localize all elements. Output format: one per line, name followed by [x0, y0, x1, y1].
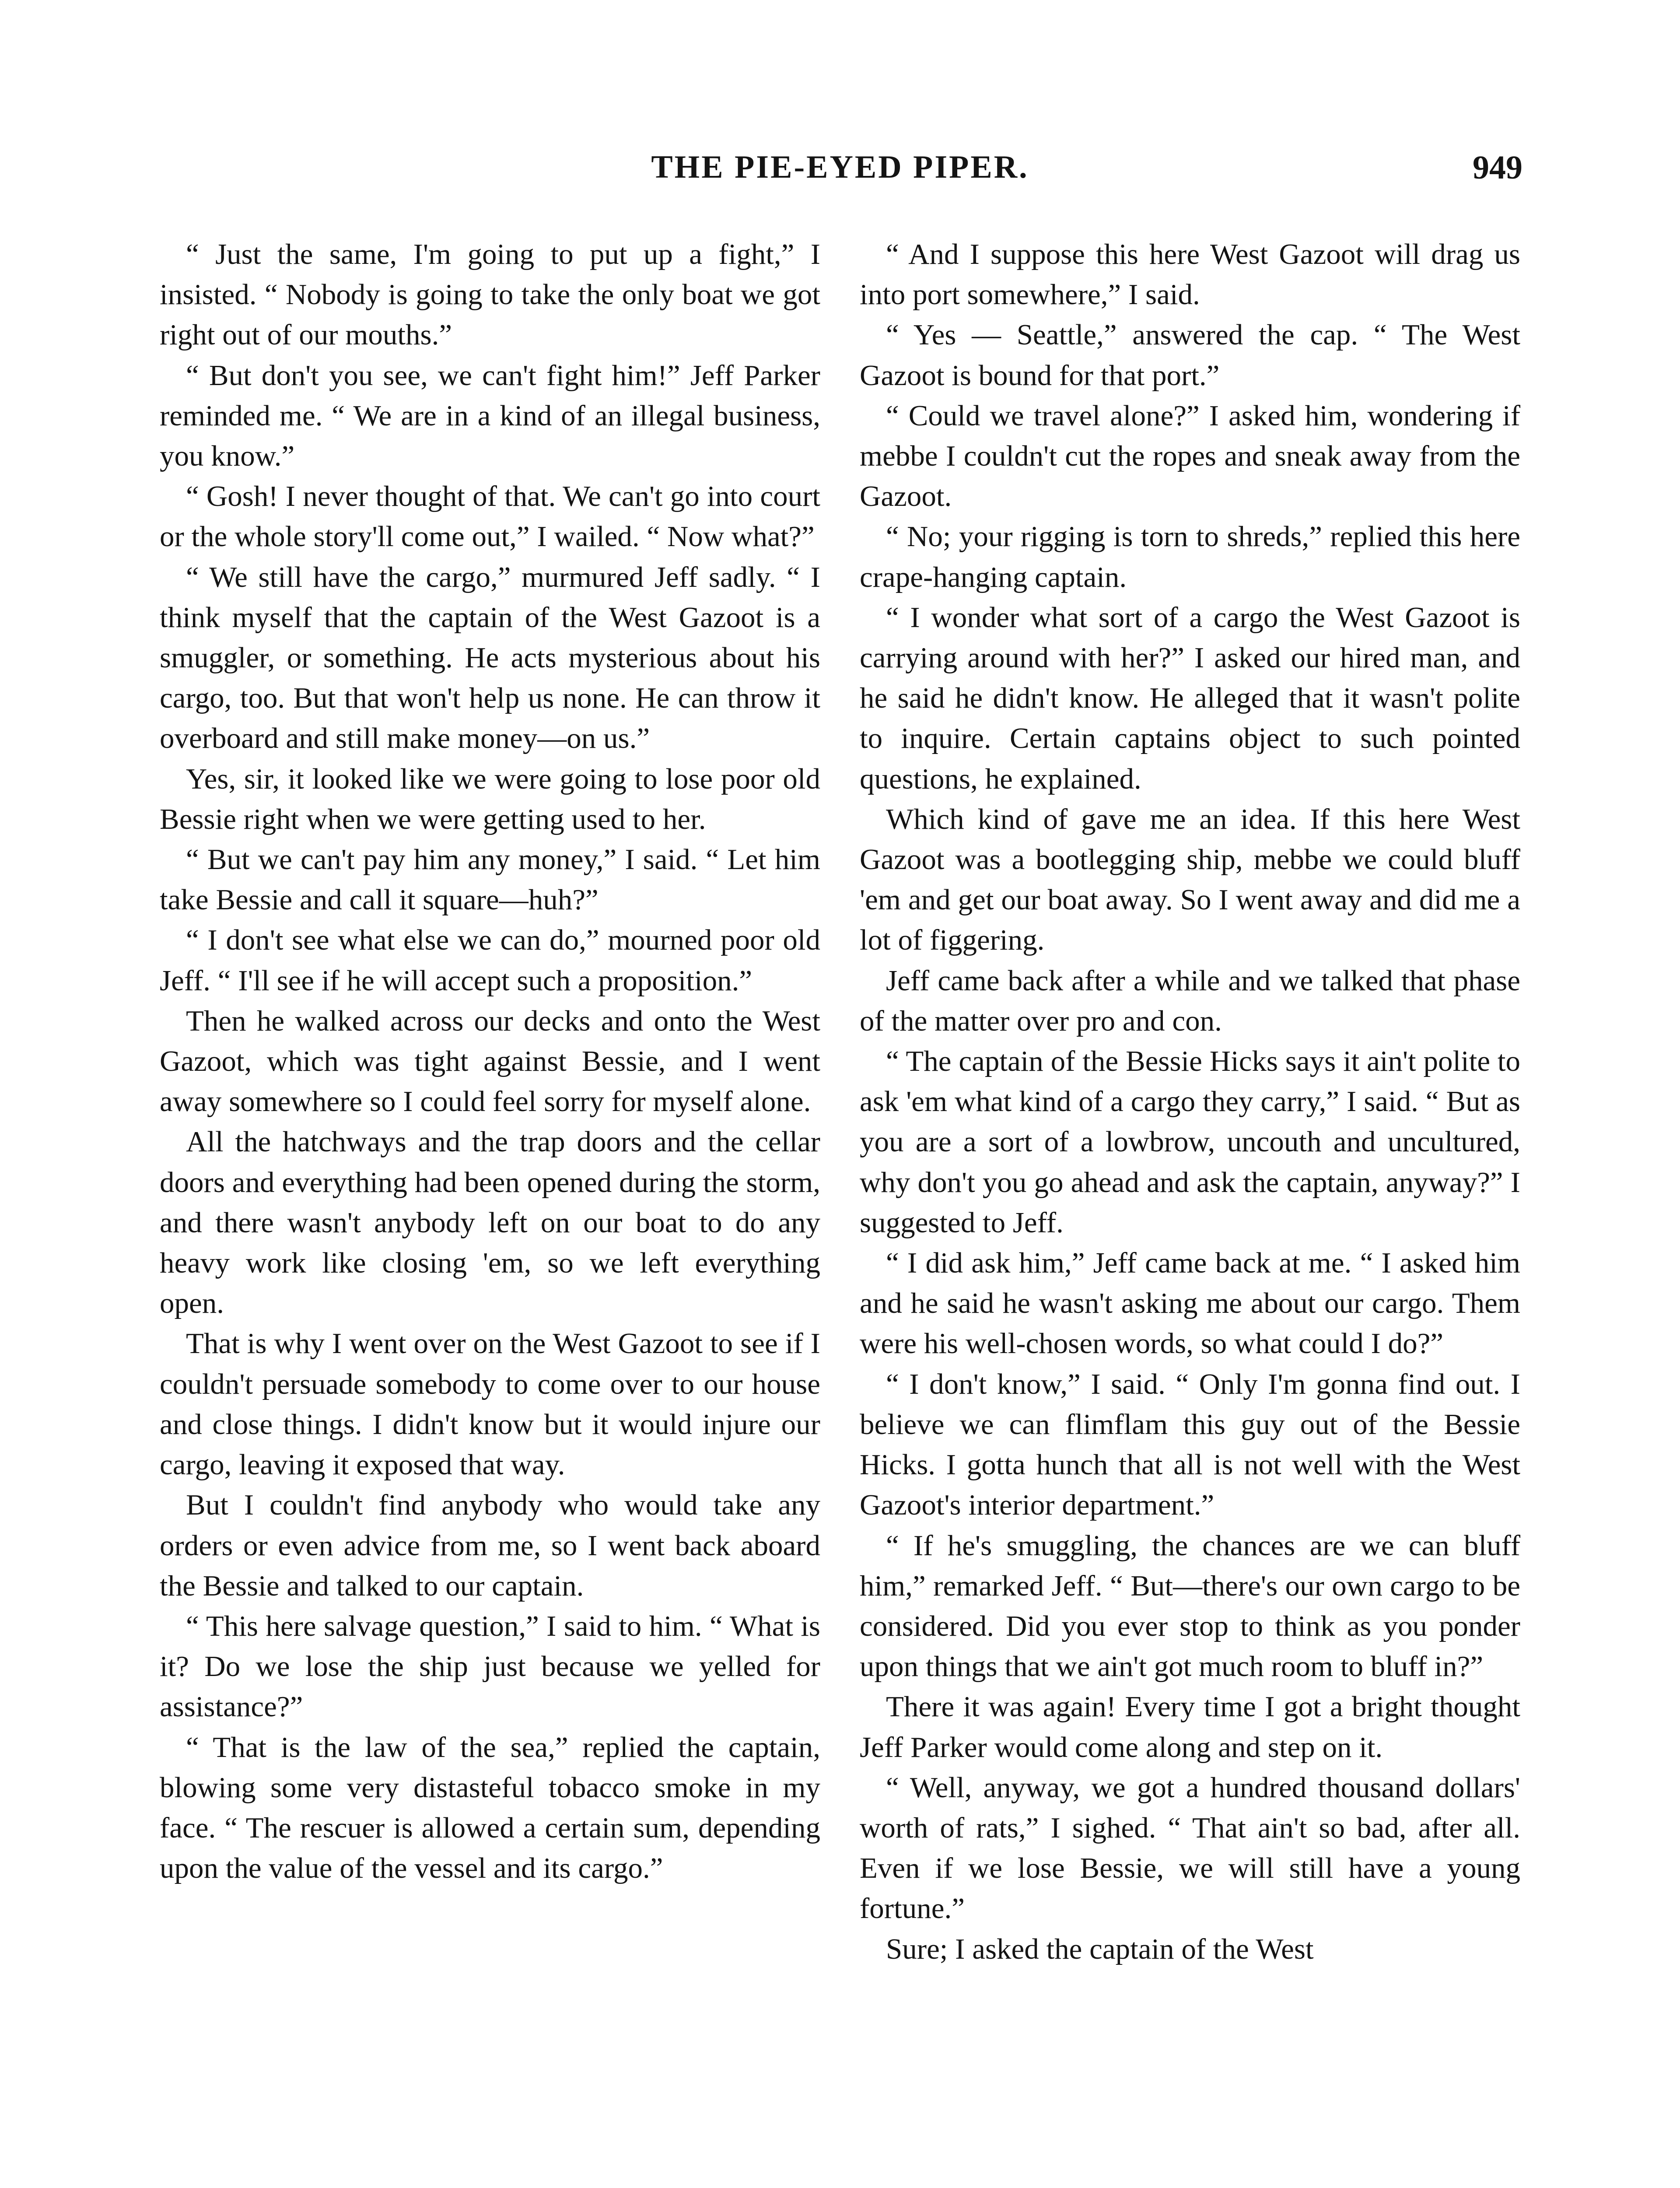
paragraph: “ We still have the cargo,” murmured Jeff sadly. “ I think myself that the captain of the West Gazoot is a smuggler, or something. He acts mysterious about his cargo, too. But that won't help us none. He can throw it overboard and still make money—on us.” [160, 561, 820, 755]
paragraph: Yes, sir, it looked like we were going to lose poor old Bessie right when we were getting used to her. [160, 762, 820, 835]
paragraph: That is why I went over on the West Gazoot to see if I couldn't persuade somebody to come over to our house and close things. I didn't know but it would injure our cargo, leaving it exposed that way. [160, 1327, 820, 1481]
paragraph: Sure; I asked the captain of the West [886, 1932, 1314, 1965]
paragraph: “ Could we travel alone?” I asked him, wondering if mebbe I couldn't cut the ropes and sneak away from the Gazoot. [860, 399, 1520, 513]
paragraph: “ That is the law of the sea,” replied the captain, blowing some very distasteful tobacco smoke in my face. “ The rescuer is allowed a certain sum, depending upon the value of the vessel and its cargo.” [160, 1731, 820, 1885]
paragraph: “ And I suppose this here West Gazoot will drag us into port somewhere,” I said. [860, 238, 1520, 311]
paragraph: “ But we can't pay him any money,” I said. “ Let him take Bessie and call it square—huh?” [160, 843, 820, 916]
paragraph: “ Gosh! I never thought of that. We can't go into court or the whole story'll come out,” I wailed. “ Now what?” [160, 480, 820, 553]
paragraph: Then he walked across our decks and onto the West Gazoot, which was tight against Bessie, and I went away somewhere so I could feel sorry for myself alone. [160, 1004, 820, 1118]
paragraph: “ This here salvage question,” I said to him. “ What is it? Do we lose the ship just because we yelled for assistance?” [160, 1609, 820, 1723]
paragraph: “ I don't know,” I said. “ Only I'm gonna find out. I believe we can flimflam this guy out of the Bessie Hicks. I gotta hunch that all is not well with the West Gazoot's interior department.” [860, 1368, 1520, 1522]
right-column [860, 234, 1520, 1969]
paragraph: But I couldn't find anybody who would take any orders or even advice from me, so I went back aboard the Bessie and talked to our captain. [160, 1489, 820, 1602]
left-column [160, 234, 820, 1888]
paragraph: “ Well, anyway, we got a hundred thousand dollars' worth of rats,” I sighed. “ That ain't so bad, after all. Even if we lose Bessie, we will still have a young fortune.” [860, 1771, 1520, 1925]
paragraph: Jeff came back after a while and we talked that phase of the matter over pro and con. [860, 964, 1520, 1037]
running-head [158, 149, 1522, 197]
paragraph: “ But don't you see, we can't fight him!” Jeff Parker reminded me. “ We are in a kind of an illegal business, you know.” [160, 359, 820, 473]
paragraph: Which kind of gave me an idea. If this here West Gazoot was a bootlegging ship, mebbe we could bluff 'em and get our boat away. So I went away and did me a lot of figgering. [860, 803, 1520, 957]
paragraph: All the hatchways and the trap doors and the cellar doors and everything had been opened during the storm, and there wasn't anybody left on our boat to do any heavy work like closing 'em, so we left everything open. [160, 1126, 820, 1320]
paragraph: “ I wonder what sort of a cargo the West Gazoot is carrying around with her?” I asked our hired man, and he said he didn't know. He alleged that it wasn't polite to inquire. Certain captains object to such pointed questions, he explained. [860, 601, 1520, 795]
paragraph: “ I don't see what else we can do,” mourned poor old Jeff. “ I'll see if he will accept such a proposition.” [160, 924, 820, 997]
running-title: THE PIE-EYED PIPER. [651, 149, 1029, 185]
paragraph: “ No; your rigging is torn to shreds,” replied this here crape-hanging captain. [860, 520, 1520, 593]
paragraph: There it was again! Every time I got a bright thought Jeff Parker would come along and step on it. [860, 1690, 1520, 1764]
paragraph: “ I did ask him,” Jeff came back at me. “ I asked him and he said he wasn't asking me about our cargo. Them were his well-chosen words, so what could I do?” [860, 1247, 1520, 1360]
paragraph: “ The captain of the Bessie Hicks says it ain't polite to ask 'em what kind of a cargo they carry,” I said. “ But as you are a sort of a lowbrow, uncouth and uncultured, why don't you go ahead and ask the captain, anyway?” I suggested to Jeff. [860, 1045, 1520, 1239]
paragraph: “ Yes — Seattle,” answered the cap. “ The West Gazoot is bound for that port.” [860, 319, 1520, 392]
paragraph: “ If he's smuggling, the chances are we can bluff him,” remarked Jeff. “ But—there's our own cargo to be considered. Did you ever stop to think as you ponder upon things that we ain't got much room to bluff in?” [860, 1529, 1520, 1683]
page-number: 949 [1473, 149, 1522, 186]
paragraph: “ Just the same, I'm going to put up a fight,” I insisted. “ Nobody is going to take the only boat we got right out of our mouths.” [160, 238, 820, 351]
